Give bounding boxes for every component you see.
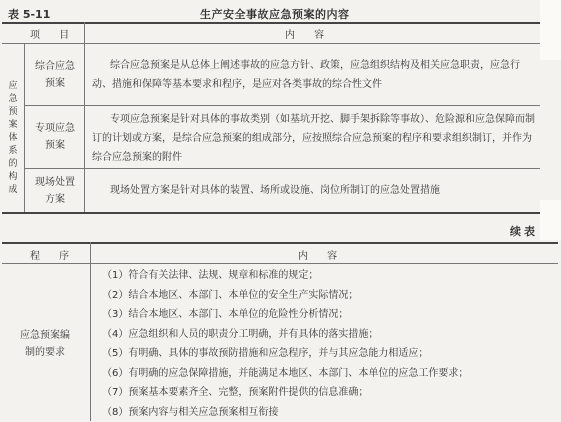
table-number: 表 5-11 xyxy=(8,6,50,22)
list-item: （4）应急组织和人员的职责分工明确，并有具体的落实措施； xyxy=(102,325,542,345)
list-item: （1）符合有关法律、法规、规章和标准的规定； xyxy=(102,266,542,286)
column-header-content: 内 容 xyxy=(285,26,332,41)
row-divider-1 xyxy=(24,105,540,106)
list-item: （3）结合本地区、本部门、本单位的危险性分析情况； xyxy=(102,305,542,325)
row-label-comprehensive: 综合应急预案 xyxy=(32,58,78,92)
row-label-special: 专项应急预案 xyxy=(32,120,78,154)
crop-edge xyxy=(540,0,561,60)
col-divider-side xyxy=(24,43,25,212)
row-content-onsite: 现场处置方案是针对具体的装置、场所或设施、岗位所制订的应急处置措施 xyxy=(92,181,536,200)
row-content-special: 专项应急预案是针对具体的事故类别（如基坑开挖、脚手架拆除等事故）、危险源和应急保障而制订的计划或方案，是综合应急预案的组成部分，应按照综合应急预案的程序和要求组织制订，并作为综合应急预案的附件 xyxy=(92,110,536,167)
list-item: （7）预案基本要素齐全、完整，预案附件提供的信息准确； xyxy=(102,383,542,403)
table-title: 生产安全事故应急预案的内容 xyxy=(200,6,350,22)
row-content-comprehensive: 综合应急预案是从总体上阐述事故的应急方针、政策，应急组织结构及相关应急职责，应急行动、措施和保障等基本要求和程序，是应对各类事故的综合性文件 xyxy=(92,56,536,94)
col-divider-2 xyxy=(90,242,91,421)
top-rule-2 xyxy=(2,242,558,244)
column-header-item: 项 目 xyxy=(30,26,77,41)
list-item: （5）有明确、具体的事故预防措施和应急程序，并与其应急能力相适应； xyxy=(102,344,542,364)
column-header-content-2: 内 容 xyxy=(298,247,345,262)
bottom-rule xyxy=(2,212,540,214)
side-label: 应急预案体系的构成 xyxy=(5,80,21,197)
header-divider xyxy=(2,43,540,44)
column-header-procedure: 程 序 xyxy=(30,247,77,262)
list-item: （8）预案内容与相关应急预案相互衔接 xyxy=(102,403,542,422)
crop-edge xyxy=(540,200,561,240)
procedure-label: 应急预案编制的要求 xyxy=(20,327,70,361)
requirements-list xyxy=(102,266,542,422)
col-divider-main xyxy=(84,22,85,212)
row-divider-2 xyxy=(24,168,540,169)
list-item: （2）结合本地区、本部门、本单位的安全生产实际情况； xyxy=(102,286,542,306)
row-label-onsite: 现场处置方案 xyxy=(32,174,78,208)
list-item: （6）有明确的应急保障措施，并能满足本地区、本部门、本单位的应急工作要求； xyxy=(102,364,542,384)
continued-label: 续表 xyxy=(510,223,538,239)
top-rule xyxy=(2,22,540,24)
header-divider-2 xyxy=(2,263,558,264)
